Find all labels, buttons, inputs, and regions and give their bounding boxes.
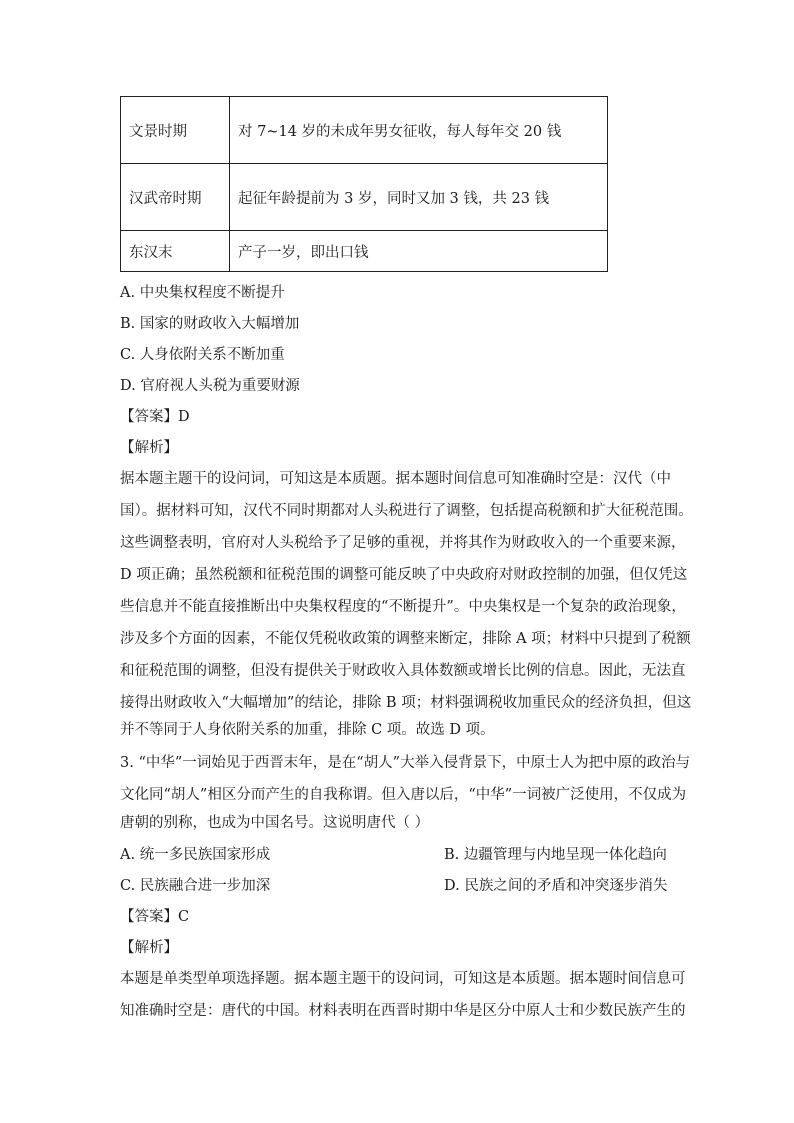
option-d: D. 官府视人头税为重要财源 <box>120 378 300 394</box>
question-stem-line: 3. “中华”一词始见于西晋末年，是在“胡人”大举入侵背景下，中原士人为把中原的政治与 <box>120 755 691 771</box>
analysis-line: 本题是单类型单项选择题。据本题主题干的设问词，可知这是本质题。据本题时间信息可 <box>120 971 686 987</box>
option-d: D. 民族之间的矛盾和冲突逐步消失 <box>444 878 668 894</box>
analysis-line: 接得出财政收入“大幅增加”的结论，排除 B 项；材料强调税收加重民众的经济负担，但这 <box>120 695 692 711</box>
option-a: A. 中央集权程度不断提升 <box>120 285 285 301</box>
analysis-heading: 【解析】 <box>120 940 178 956</box>
analysis-line: 和征税范围的调整，但没有提供关于财政收入具体数额或增长比例的信息。因此，无法直 <box>120 663 686 679</box>
analysis-heading: 【解析】 <box>120 440 178 456</box>
analysis-line: 些信息并不能直接推断出中央集权程度的“不断提升”。中央集权是一个复杂的政治现象， <box>120 599 686 615</box>
analysis-line: 知准确时空是：唐代的中国。材料表明在西晋时期中华是区分中原人士和少数民族产生的 <box>120 1003 686 1019</box>
table-cell-period: 文景时期 <box>121 97 230 164</box>
table-cell-content: 对 7~14 岁的未成年男女征收，每人每年交 20 钱 <box>230 97 608 164</box>
option-b: B. 国家的财政收入大幅增加 <box>120 316 300 332</box>
option-b: B. 边疆管理与内地呈现一体化趋向 <box>444 847 667 863</box>
option-c: C. 民族融合进一步加深 <box>120 878 271 894</box>
option-a: A. 统一多民族国家形成 <box>120 847 271 863</box>
option-c: C. 人身依附关系不断加重 <box>120 347 285 363</box>
answer-label: 【答案】D <box>120 409 190 425</box>
analysis-line: 国）。据材料可知，汉代不同时期都对人头税进行了调整，包括提高税额和扩大征税范围。 <box>120 503 693 519</box>
analysis-line: 这些调整表明，官府对人头税给予了足够的重视，并将其作为财政收入的一个重要来源， <box>120 535 686 551</box>
answer-label: 【答案】C <box>120 909 190 925</box>
table-cell-content: 起征年龄提前为 3 岁，同时又加 3 钱，共 23 钱 <box>230 164 608 231</box>
analysis-line: 据本题主题干的设问词，可知这是本质题。据本题时间信息可知准确时空是：汉代（中 <box>120 471 671 487</box>
question-stem-line: 文化同“胡人”相区分而产生的自我称谓。但入唐以后，“中华”一词被广泛使用，不仅成为 <box>120 787 687 803</box>
table-cell-period: 汉武帝时期 <box>121 164 230 231</box>
tax-table <box>120 96 608 272</box>
table-row <box>121 97 608 164</box>
table-row <box>121 164 608 231</box>
analysis-line: 涉及多个方面的因素，不能仅凭税收政策的调整来断定，排除 A 项；材料中只提到了税额 <box>120 631 691 647</box>
analysis-line: D 项正确；虽然税额和征税范围的调整可能反映了中央政府对财政控制的加强，但仅凭这 <box>120 567 688 583</box>
table-cell-period: 东汉末 <box>121 231 230 272</box>
analysis-line: 并不等同于人身依附关系的加重，排除 C 项。故选 D 项。 <box>120 722 495 738</box>
question-stem-line: 唐朝的别称，也成为中国名号。这说明唐代（ ） <box>120 815 430 831</box>
table-row <box>121 231 608 272</box>
table-cell-content: 产子一岁，即出口钱 <box>230 231 608 272</box>
